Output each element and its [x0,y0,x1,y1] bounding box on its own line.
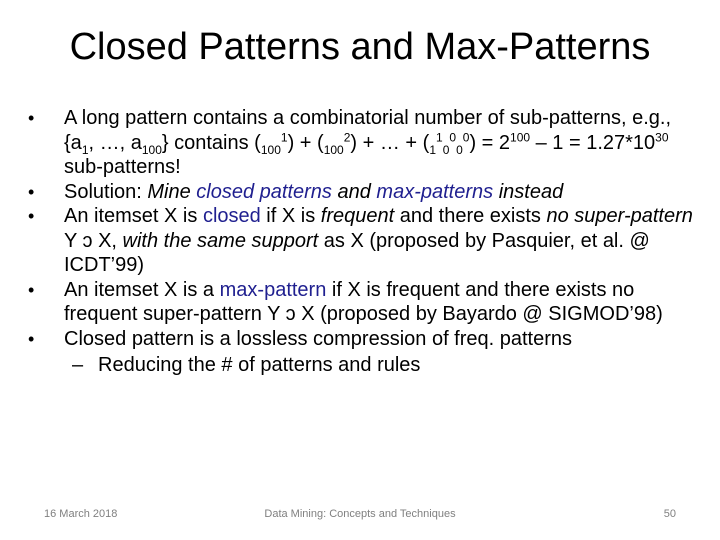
italic-text: and [331,180,377,203]
text: Reducing the # of patterns and rules [98,354,421,376]
subscript: 1 [429,142,436,157]
closed-patterns-term: closed patterns [196,180,332,203]
italic-text: instead [493,180,564,203]
bullet-lossless [28,327,698,352]
text: sub-patterns! [64,156,181,178]
text: if X is [260,205,321,227]
superscript: 0 [462,129,470,144]
max-patterns-term: max-patterns [376,180,494,203]
superscript: 2 [343,129,351,144]
text: , …, a [88,131,142,154]
max-pattern-term: max-pattern [219,278,327,301]
superscript: 1 [280,129,288,144]
subscript: 100 [323,142,344,157]
superscript: 0 [449,129,457,144]
bullet-max-definition [28,278,698,327]
text: } contains ( [161,131,261,154]
text: ) + ( [287,131,324,154]
italic-text: frequent [320,205,395,227]
bullet-icon: • [28,279,35,300]
page-number: 50 [663,508,676,520]
text: and there exists [394,205,547,227]
superscript: 100 [510,129,531,144]
subscript: 100 [141,142,162,157]
subscript: 0 [456,142,463,157]
bullet-icon: • [28,108,35,128]
text: ) + … + ( [350,131,430,154]
text: ) = 2 [469,131,511,154]
bullet-list [28,106,698,378]
text: A long pattern contains a combinatorial number of sub-patterns, e.g., {a [64,107,672,154]
footer-title: Data Mining: Concepts and Techniques [264,508,456,520]
superscript: 1 [436,129,443,144]
text: – 1 = 1.27*10 [530,131,656,154]
italic-text: no super-pattern [546,205,693,227]
text: as X (proposed by Pasquier, et al. @ ICDT’99) [64,229,650,276]
closed-term: closed [202,205,261,227]
sub-bullet-reducing [28,353,698,378]
text: if X is frequent and there exists no frequent super-pattern Y ɔ X (proposed by Bayardo @ SIGMOD’98) [64,278,663,325]
dash-icon: – [72,354,84,376]
bullet-long-pattern [28,106,698,180]
superscript: 30 [655,129,669,144]
text: Solution: [64,180,148,203]
text: An itemset X is [64,205,203,227]
slide-title: Closed Patterns and Max-Patterns [69,26,651,68]
subscript: 1 [81,142,89,157]
italic-text: with the same support [122,229,319,252]
text: An itemset X is a [64,278,220,301]
italic-text: Mine [147,180,197,203]
bullet-icon: • [28,328,35,349]
bullet-closed-definition [28,204,698,278]
subscript: 0 [442,142,450,157]
subscript: 100 [260,142,281,157]
bullet-icon: • [28,206,35,226]
footer-date: 16 March 2018 [44,508,118,520]
bullet-icon: • [28,181,35,202]
text: Closed pattern is a lossless compression of freq. patterns [64,327,573,350]
bullet-solution [28,180,698,205]
text: Y ɔ X, [64,229,123,252]
